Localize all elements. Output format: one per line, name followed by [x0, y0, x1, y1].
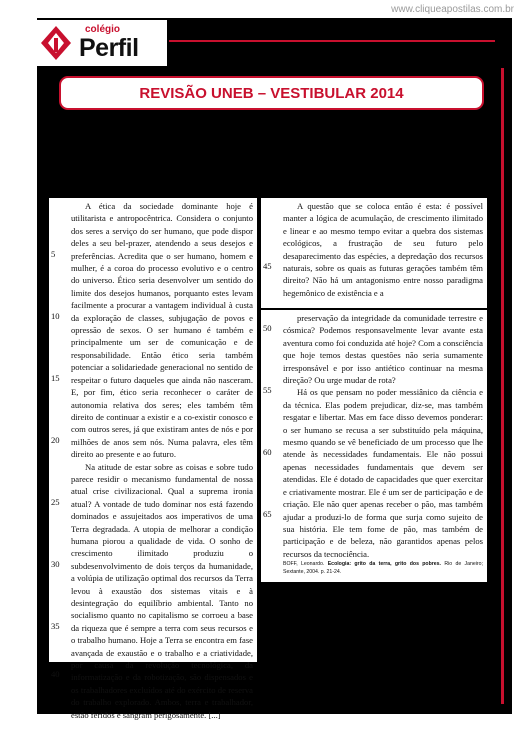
article-text-right-top: [283, 200, 483, 299]
line-number: 10: [51, 311, 60, 321]
bibliographic-reference: [283, 560, 483, 576]
article-text-left: [71, 200, 253, 721]
page-title: REVISÃO UNEB – VESTIBULAR 2014: [139, 84, 404, 102]
line-number: 55: [263, 385, 272, 395]
line-number: 15: [51, 373, 60, 383]
logo-small-text: colégio: [85, 24, 121, 35]
text-column-right-top: [261, 198, 487, 308]
paragraph: preservação da integridade da comunidade terrestre e cósmica? Podemos responsavelmente levar avante esta aventura como foi conduzida até hoje? Com a consciência que hoje temos destas questões não seria sumamente irresponsável e por isso antiético continuar na mesma direção? Ou urge mudar de rota?: [283, 313, 483, 386]
site-url[interactable]: www.cliqueapostilas.com.br: [391, 4, 514, 15]
line-number: 60: [263, 447, 272, 457]
logo: [37, 20, 167, 66]
paragraph: Há os que pensam no poder messiânico da ciência e da técnica. Elas podem prejudicar, diz-se, mas também resgatar e libertar. Mas em face disso devemos ponderar: o ser humano se recusa a ser substituído pela máquina, mesmo quando se vê beneficiado de um processo que lhe atende às necessidades fundamentais. Ele não possui apenas necessidades fundamentais que devem ser atendidas. Ele é dotado de capacidades que quer exercitar e criativamente mostrar. Ele é um ser de participação e de criação. Ele não quer apenas receber o pão, mas também ajudar a produzi-lo de forma que surja como sujeito de sua história. Ele tem fome de pão, mas também de participação e de beleza, não garantidos apenas pelos recursos da tecnociência.: [283, 387, 483, 559]
page-frame: [37, 18, 512, 720]
line-number: 40: [51, 669, 60, 679]
logo-mark-icon: [41, 26, 71, 60]
line-number: 30: [51, 559, 60, 569]
line-numbers-right-bottom: [261, 310, 281, 582]
line-number: 35: [51, 621, 60, 631]
line-number: 20: [51, 435, 60, 445]
reference-details: Rio de Janeiro; Sextante, 2004. p. 21-24.: [283, 561, 483, 576]
paragraph: A questão que se coloca então é esta: é possível manter a lógica de acumulação, de crescimento ilimitado e linear e ao mesmo tempo evitar a quebra dos sistemas ecológicos, a frustração de seu futuro pelo desaparecimento das espécies, a depredação dos recursos naturais, sobre os quais as futuras gerações também têm direito? Não há um antagonismo entre nosso paradigma hegemônico de existência e a: [283, 201, 483, 298]
paragraph: A ética da sociedade dominante hoje é utilitarista e antropocêntrica. Considera o conjunto dos seres a serviço do ser humano, que pode dispor deles a seu bel-prazer, atendendo a seus desejos e preferências. Acredita que o ser humano, homem e mulher, é a coroa do processo evolutivo e o centro do universo. Ético seria desenvolver um sentido do limite dos desejos humanos, porquanto estes levam facilmente a procurar a vantagem individual à custa da exploração de classes, subjugação de povos e opressão de sexos. O ser humano é também e principalmente um ser de comunicação e de responsabilidade. Então ético seria também potenciar a solidariedade generacional no sentido de respeitar o futuro daqueles que ainda não nasceram. E, por fim, ético seria reconhecer o caráter de autonomia relativa dos seres; eles também têm direito de continuar a existir e a co-existir conosco e com outros seres, já que existiram antes de nós e por milhões de anos sem nós. Numa palavra, eles têm direito ao presente e ao futuro.: [71, 201, 253, 460]
side-rule: [501, 68, 504, 704]
logo-wordmark: Perfil: [79, 34, 139, 62]
paragraph: Na atitude de estar sobre as coisas e sobre tudo parece residir o mecanismo fundamental de nossa atual crise civilizacional. Qual a suprema ironia atual? A vontade de tudo dominar nos está fazendo dominados e assujeitados aos imperativos de uma Terra degradada. A utopia de melhorar a condição humana piorou a qualidade de vida. O sonho de crescimento ilimitado produziu o subdesenvolvimento de dois terços da humanidade, a volúpia de utilização optimal dos recursos da Terra levou à exaustão dos sistemas vitais e à desintegração do equilíbrio ambiental. Tanto no socialismo quanto no capitalismo se corroeu a base da riqueza que é sempre a terra com seus recursos e o trabalho humano. Hoje a Terra se encontra em fase avançada de exaustão e o trabalho e a criatividade, por causa da revolução tecnológica, da informatização e da robotização, são dispensados e os trabalhadores excluídos até do exército de reserva do trabalho explorado. Ambos, terra e trabalhador, estão feridos e sangram perigosamente. [...]: [71, 461, 253, 720]
line-number: 65: [263, 509, 272, 519]
line-numbers-right-top: [261, 198, 281, 308]
text-column-left: [49, 198, 257, 720]
article-text-right-bottom: [283, 312, 483, 576]
line-number: 5: [51, 249, 56, 259]
reference-author: BOFF, Leonardo.: [283, 561, 325, 568]
line-numbers-left: [49, 198, 69, 679]
text-column-right-bottom: [261, 310, 487, 582]
line-number: 45: [263, 261, 272, 271]
title-banner: [59, 76, 484, 110]
line-number: 25: [51, 497, 60, 507]
reference-work: Ecologia: grito da terra, grito dos pobres.: [327, 561, 442, 568]
line-number: 50: [263, 323, 272, 333]
header-rule: [169, 40, 495, 42]
